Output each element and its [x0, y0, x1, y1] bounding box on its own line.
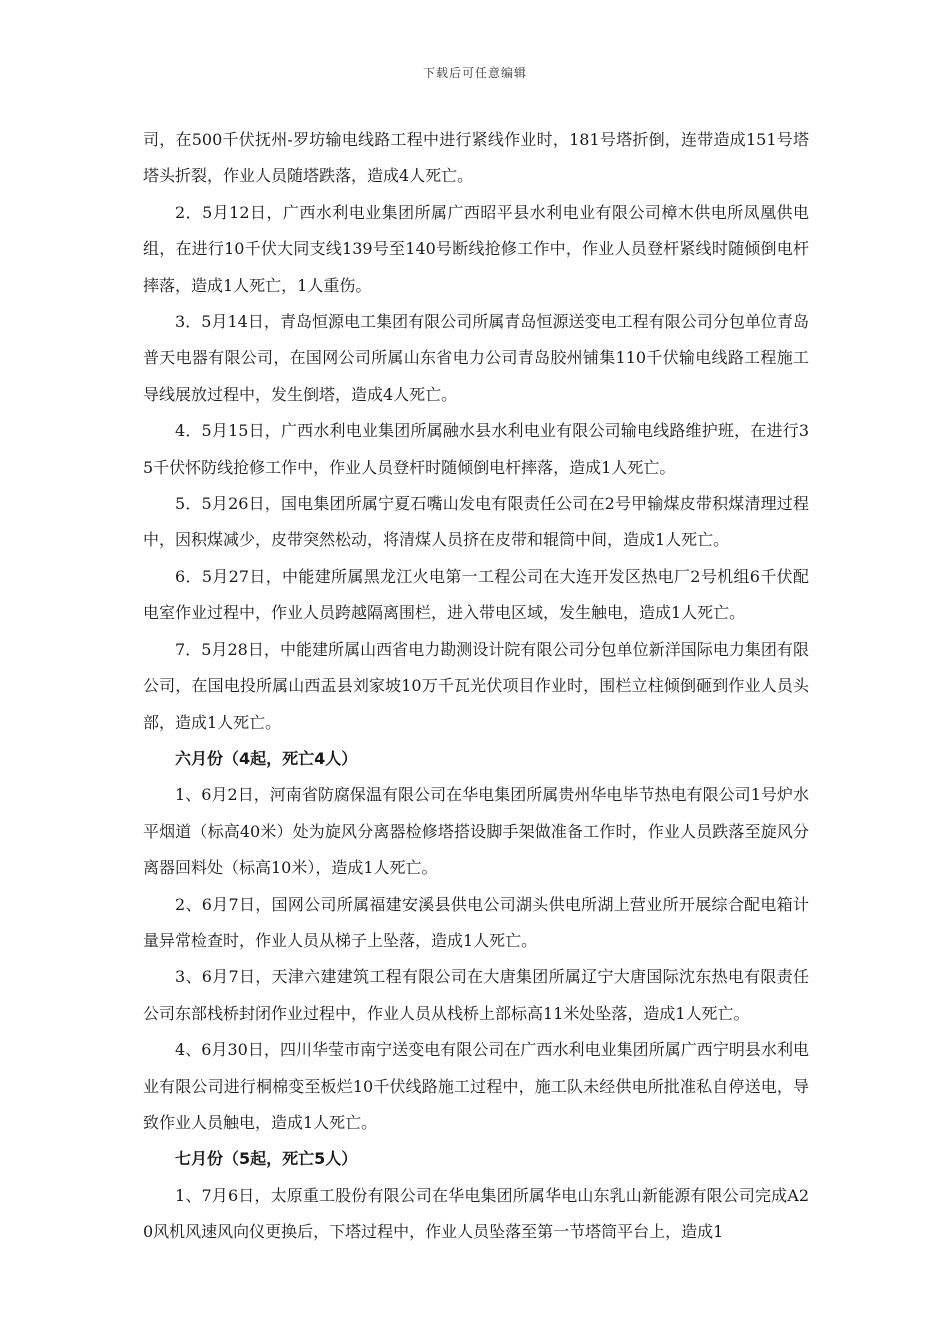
- paragraph: 3、6月7日，天津六建建筑工程有限公司在大唐集团所属辽宁大唐国际沈东热电有限责任公司东部栈桥封闭作业过程中，作业人员从栈桥上部标高11米处坠落，造成1人死亡。: [143, 967, 809, 1023]
- paragraph: 5．5月26日，国电集团所属宁夏石嘴山发电有限责任公司在2号甲输煤皮带积煤清理过程中，因积煤减少，皮带突然松动，将清煤人员挤在皮带和辊筒中间，造成1人死亡。: [143, 494, 809, 550]
- paragraph: 6．5月27日，中能建所属黑龙江火电第一工程公司在大连开发区热电厂2号机组6千伏配电室作业过程中，作业人员跨越隔离围栏，进入带电区域，发生触电，造成1人死亡。: [143, 566, 809, 623]
- paragraph: 7．5月28日，中能建所属山西省电力勘测设计院有限公司分包单位新洋国际电力集团有限公司，在国电投所属山西盂县刘家坡10万千瓦光伏项目作业时，围栏立柱倾倒砸到作业人员头部，造成1人死亡。: [143, 639, 809, 732]
- paragraph: 司，在500千伏抚州-罗坊输电线路工程中进行紧线作业时，181号塔折倒，连带造成151号塔塔头折裂，作业人员随塔跌落，造成4人死亡。: [143, 130, 809, 186]
- paragraph: 2、6月7日，国网公司所属福建安溪县供电公司湖头供电所湖上营业所开展综合配电箱计量异常检查时，作业人员从梯子上坠落，造成1人死亡。: [143, 894, 809, 950]
- page-header: 下载后可任意编辑: [422, 66, 527, 80]
- paragraph: 4、6月30日，四川华莹市南宁送变电有限公司在广西水利电业集团所属广西宁明县水利电业有限公司进行桐棉变至板烂10千伏线路施工过程中，施工队未经供电所批准私自停送电，导致作业人员触电，造成1人死亡。: [143, 1040, 809, 1132]
- paragraph: 1、7月6日，太原重工股份有限公司在华电集团所属华电山东乳山新能源有限公司完成A20风机风速风向仪更换后，下塔过程中，作业人员坠落至第一节塔筒平台上，造成1: [143, 1185, 809, 1242]
- paragraph: 3．5月14日，青岛恒源电工集团有限公司所属青岛恒源送变电工程有限公司分包单位青岛普天电器有限公司，在国网公司所属山东省电力公司青岛胶州铺集110千伏输电线路工程施工导线展放过程中，发生倒塔，造成4人死亡。: [143, 312, 809, 404]
- paragraph: 2．5月12日，广西水利电业集团所属广西昭平县水利电业有限公司樟木供电所凤凰供电组，在进行10千伏大同支线139号至140号断线抢修工作中，作业人员登杆紧线时随倾倒电杆摔落，造成1人死亡，1人重伤。: [143, 202, 809, 295]
- section-heading-july: 七月份（5起，死亡5人）: [175, 1149, 358, 1169]
- document-body: [143, 122, 809, 1251]
- paragraph: 1、6月2日，河南省防腐保温有限公司在华电集团所属贵州华电毕节热电有限公司1号炉水平烟道（标高40米）处为旋风分离器检修塔搭设脚手架做准备工作时，作业人员跌落至旋风分离器回料处（标高10米），造成1人死亡。: [143, 785, 809, 878]
- paragraph: 4．5月15日，广西水利电业集团所属融水县水利电业有限公司输电线路维护班，在进行35千伏怀防线抢修工作中，作业人员登杆时随倾倒电杆摔落，造成1人死亡。: [143, 421, 809, 477]
- section-heading-june: 六月份（4起，死亡4人）: [175, 748, 358, 768]
